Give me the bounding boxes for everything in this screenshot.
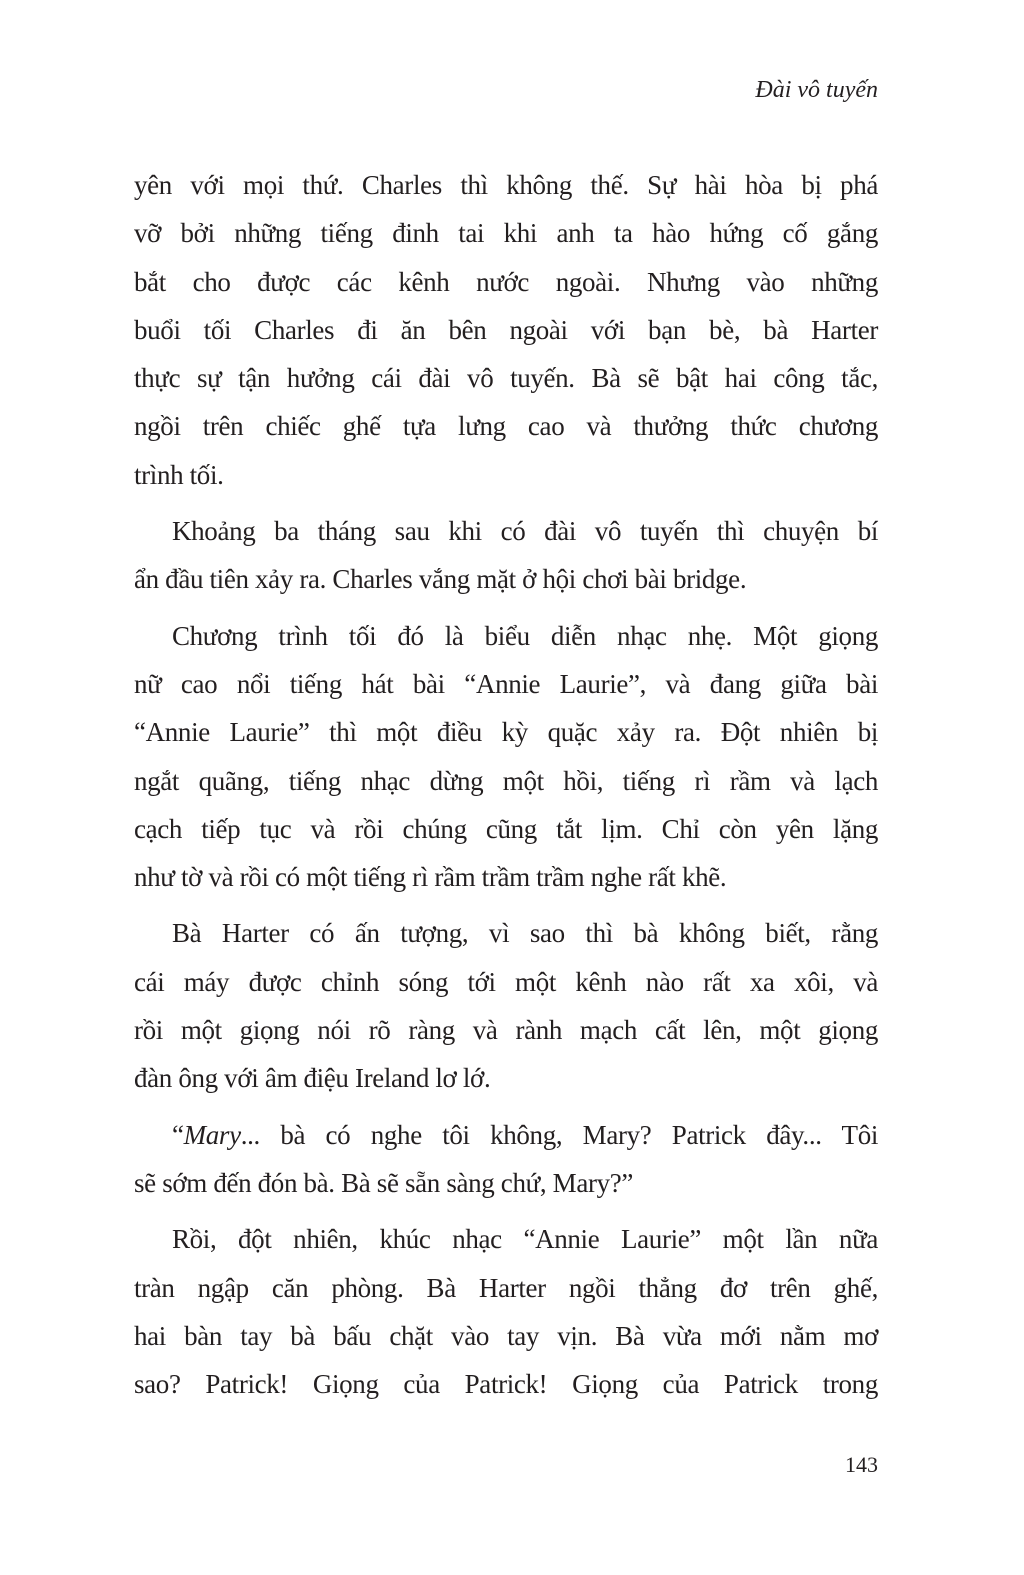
text-line: sẽ sớm đến đón bà. Bà sẽ sẵn sàng chứ, Mary?” — [134, 1167, 634, 1198]
text-line: cạch tiếp tục và rồi chúng cũng tắt lịm. Chỉ còn yên lặng — [134, 813, 878, 844]
text-line: đàn ông với âm điệu Ireland lơ lớ. — [134, 1063, 491, 1094]
open-quote: “ — [172, 1119, 184, 1150]
text-line: cái máy được chỉnh sóng tới một kênh nào rất xa xôi, và — [134, 966, 878, 997]
text-line: hai bàn tay bà bấu chặt vào tay vịn. Bà vừa mới nằm mơ — [134, 1320, 878, 1351]
running-head: Đài vô tuyến — [755, 77, 878, 103]
text-line: “Annie Laurie” thì một điều kỳ quặc xảy ra. Đột nhiên bị — [134, 717, 878, 748]
text-line: vỡ bởi những tiếng đinh tai khi anh ta hào hứng cố gắng — [134, 218, 878, 249]
paragraph — [134, 161, 878, 499]
text-line: Rồi, đột nhiên, khúc nhạc “Annie Laurie” một lần nữa — [172, 1224, 878, 1255]
text-line: như tờ và rồi có một tiếng rì rầm trầm trầm nghe rất khẽ. — [134, 862, 727, 893]
text-line: ngồi trên chiếc ghế tựa lưng cao và thưởng thức chương — [134, 411, 878, 442]
text-line: Bà Harter có ấn tượng, vì sao thì bà không biết, rằng — [172, 918, 878, 949]
paragraph — [134, 909, 878, 1102]
body-text — [134, 161, 878, 1416]
text-line: thực sự tận hưởng cái đài vô tuyến. Bà sẽ bật hai công tắc, — [134, 363, 878, 394]
text-line: ngắt quãng, tiếng nhạc dừng một hồi, tiếng rì rầm và lạch — [134, 765, 878, 796]
paragraph — [134, 507, 878, 604]
text-line: yên với mọi thứ. Charles thì không thế. Sự hài hòa bị phá — [134, 170, 878, 200]
page-number: 143 — [845, 1452, 878, 1477]
line-rest: ... bà có nghe tôi không, Mary? Patrick đây... Tôi — [240, 1119, 878, 1150]
text-line: buổi tối Charles đi ăn bên ngoài với bạn bè, bà Harter — [134, 314, 878, 345]
text-line: sao? Patrick! Giọng của Patrick! Giọng của Patrick trong — [134, 1369, 878, 1400]
text-line: Khoảng ba tháng sau khi có đài vô tuyến thì chuyện bí — [172, 516, 878, 547]
text-line: trình tối. — [134, 459, 224, 490]
text-line: Chương trình tối đó là biểu diễn nhạc nhẹ. Một giọng — [172, 620, 878, 651]
text-line: nữ cao nổi tiếng hát bài “Annie Laurie”, và đang giữa bài — [134, 668, 878, 699]
paragraph — [134, 1111, 878, 1208]
text-line: ẩn đầu tiên xảy ra. Charles vắng mặt ở hội chơi bài bridge. — [134, 564, 747, 595]
text-line: rồi một giọng nói rõ ràng và rành mạch cất lên, một giọng — [134, 1015, 878, 1046]
paragraph — [134, 612, 878, 902]
italic-name: Mary — [183, 1119, 241, 1150]
paragraph — [134, 1215, 878, 1408]
text-line: tràn ngập căn phòng. Bà Harter ngồi thẳng đơ trên ghế, — [134, 1272, 878, 1303]
text-line — [134, 1111, 878, 1159]
text-line: bắt cho được các kênh nước ngoài. Nhưng vào những — [134, 266, 878, 297]
